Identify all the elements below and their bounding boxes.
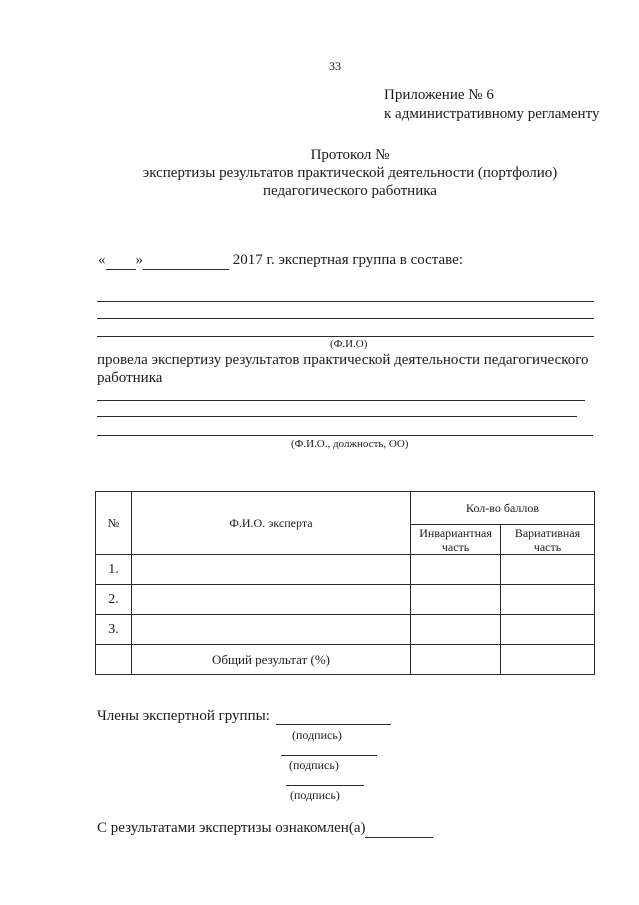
header-expert-name: Ф.И.О. эксперта bbox=[131, 492, 410, 555]
total-invariant-cell[interactable] bbox=[411, 645, 501, 675]
acquainted-blank[interactable] bbox=[365, 820, 433, 838]
row-number: 2. bbox=[96, 585, 132, 615]
variable-score-cell[interactable] bbox=[501, 615, 595, 645]
total-row bbox=[96, 645, 595, 675]
total-variable-cell[interactable] bbox=[501, 645, 595, 675]
acquainted-text: С результатами экспертизы ознакомлен(а) bbox=[97, 820, 366, 836]
table-row bbox=[96, 555, 595, 585]
protocol-title: Протокол № bbox=[310, 147, 390, 163]
fio-caption: (Ф.И.О) bbox=[330, 338, 368, 350]
day-blank[interactable] bbox=[106, 252, 136, 270]
members-label: Члены экспертной группы: bbox=[97, 708, 270, 724]
expert-group-line-2[interactable] bbox=[97, 318, 594, 319]
row-number: 3. bbox=[96, 615, 132, 645]
invariant-score-cell[interactable] bbox=[411, 615, 501, 645]
signature-line-3[interactable] bbox=[286, 785, 364, 786]
signature-line-1[interactable] bbox=[276, 724, 391, 725]
signature-caption-1: (подпись) bbox=[292, 728, 342, 742]
experts-table bbox=[95, 491, 595, 675]
date-year-text: 2017 г. экспертная группа в составе: bbox=[232, 252, 464, 268]
signature-caption-3: (подпись) bbox=[290, 788, 340, 802]
protocol-subtitle: экспертизы результатов практической деятельности (портфолио) bbox=[142, 165, 558, 181]
expert-group-line-3[interactable] bbox=[97, 336, 594, 337]
expert-name-cell[interactable] bbox=[131, 555, 410, 585]
header-invariant: Инвариантная часть bbox=[411, 525, 501, 555]
table-row bbox=[96, 585, 595, 615]
signature-caption-2: (подпись) bbox=[289, 758, 339, 772]
month-blank[interactable] bbox=[143, 252, 229, 270]
conducted-line-2: работника bbox=[97, 370, 163, 386]
total-label: Общий результат (%) bbox=[131, 645, 410, 675]
header-number: № bbox=[96, 492, 132, 555]
fio-position-caption: (Ф.И.О., должность, ОО) bbox=[291, 438, 409, 450]
variable-score-cell[interactable] bbox=[501, 585, 595, 615]
date-line bbox=[98, 252, 463, 270]
expert-name-cell[interactable] bbox=[131, 585, 410, 615]
expert-group-line-1[interactable] bbox=[97, 301, 594, 302]
variable-score-cell[interactable] bbox=[501, 555, 595, 585]
worker-line-1[interactable] bbox=[97, 400, 585, 401]
acquainted-line bbox=[97, 820, 433, 838]
date-open-quote: « bbox=[98, 252, 106, 268]
table-row bbox=[96, 615, 595, 645]
invariant-score-cell[interactable] bbox=[411, 585, 501, 615]
worker-line-3[interactable] bbox=[97, 435, 593, 436]
signature-line-2[interactable] bbox=[281, 755, 377, 756]
conducted-line-1: провела экспертизу результатов практической деятельности педагогического bbox=[97, 352, 589, 368]
appendix-title: Приложение № 6 bbox=[384, 87, 494, 103]
worker-line-2[interactable] bbox=[97, 416, 577, 417]
header-score: Кол-во баллов bbox=[411, 492, 595, 525]
page-number: 33 bbox=[329, 59, 341, 73]
appendix-subtitle: к административному регламенту bbox=[384, 106, 600, 122]
total-number-cell bbox=[96, 645, 132, 675]
expert-name-cell[interactable] bbox=[131, 615, 410, 645]
header-variable: Вариативная часть bbox=[501, 525, 595, 555]
row-number: 1. bbox=[96, 555, 132, 585]
date-close-quote: » bbox=[135, 252, 143, 268]
protocol-subject: педагогического работника bbox=[263, 183, 437, 199]
invariant-score-cell[interactable] bbox=[411, 555, 501, 585]
